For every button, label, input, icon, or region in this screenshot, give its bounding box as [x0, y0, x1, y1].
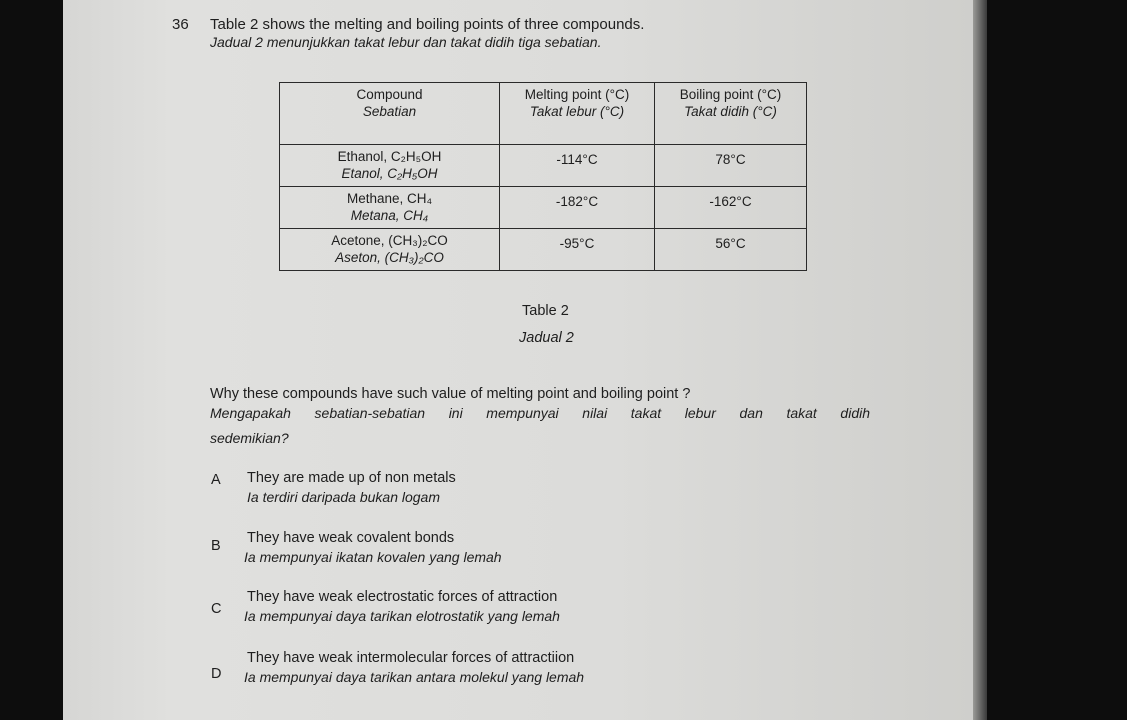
header-melting [500, 83, 655, 145]
option-b-text-en[interactable]: They have weak covalent bonds [247, 530, 455, 546]
melting-point-cell: -182°C [500, 187, 655, 229]
table-row [280, 145, 807, 187]
question-number: 36 [172, 16, 189, 33]
compound-name-en: Acetone, (CH₃)₂CO [331, 233, 448, 248]
compound-name-ms: Aseton, (CH₃)₂CO [335, 250, 444, 265]
header-compound-en: Compound [356, 87, 423, 102]
table-caption-en: Table 2 [522, 303, 569, 319]
option-c-letter[interactable]: C [211, 601, 222, 617]
option-d-text-en[interactable]: They have weak intermolecular forces of attractiion [247, 650, 575, 666]
melting-point-cell: -95°C [500, 229, 655, 271]
option-a-text-en[interactable]: They are made up of non metals [247, 470, 456, 486]
option-c-text-en[interactable]: They have weak electrostatic forces of attraction [247, 589, 558, 605]
question-ask-en: Why these compounds have such value of melting point and boiling point ? [210, 386, 691, 402]
option-d-letter[interactable]: D [211, 666, 222, 682]
compound-cell [280, 145, 500, 187]
header-compound-ms: Sebatian [362, 104, 417, 119]
compound-cell [280, 187, 500, 229]
question-stem-ms: Jadual 2 menunjukkan takat lebur dan takat didih tiga sebatian. [210, 34, 602, 50]
header-melting-ms: Takat lebur (°C) [529, 104, 625, 119]
question-ask-ms-line2: sedemikian? [210, 430, 289, 446]
option-d-text-ms[interactable]: Ia mempunyai daya tarikan antara molekul yang lemah [244, 669, 585, 685]
data-table [279, 82, 807, 271]
option-b-text-ms[interactable]: Ia mempunyai ikatan kovalen yang lemah [244, 549, 502, 565]
boiling-point-cell: -162°C [655, 187, 807, 229]
question-stem-en: Table 2 shows the melting and boiling points of three compounds. [210, 16, 645, 33]
boiling-point-cell: 56°C [655, 229, 807, 271]
compound-name-ms: Etanol, C₂H₅OH [341, 166, 438, 181]
header-boiling [655, 83, 807, 145]
header-boiling-ms: Takat didih (°C) [684, 104, 777, 119]
melting-point-cell: -114°C [500, 145, 655, 187]
boiling-point-cell: 78°C [655, 145, 807, 187]
table-row [280, 187, 807, 229]
table-row [280, 229, 807, 271]
header-compound [280, 83, 500, 145]
compound-name-en: Ethanol, C₂H₅OH [337, 149, 442, 164]
compound-cell [280, 229, 500, 271]
paper-edge-shadow [973, 0, 987, 720]
header-melting-en: Melting point (°C) [524, 87, 630, 102]
option-a-letter[interactable]: A [211, 472, 221, 488]
compound-name-ms: Metana, CH₄ [350, 208, 429, 223]
option-b-letter[interactable]: B [211, 538, 221, 554]
header-boiling-en: Boiling point (°C) [679, 87, 782, 102]
table-caption-ms: Jadual 2 [519, 330, 574, 346]
compound-name-en: Methane, CH₄ [346, 191, 433, 206]
option-a-text-ms[interactable]: Ia terdiri daripada bukan logam [247, 489, 441, 505]
table-header-row [280, 83, 807, 145]
option-c-text-ms[interactable]: Ia mempunyai daya tarikan elotrostatik yang lemah [244, 608, 560, 624]
question-ask-ms-line1: Mengapakah sebatian-sebatian ini mempunyai nilai takat lebur dan takat didih [210, 405, 870, 421]
